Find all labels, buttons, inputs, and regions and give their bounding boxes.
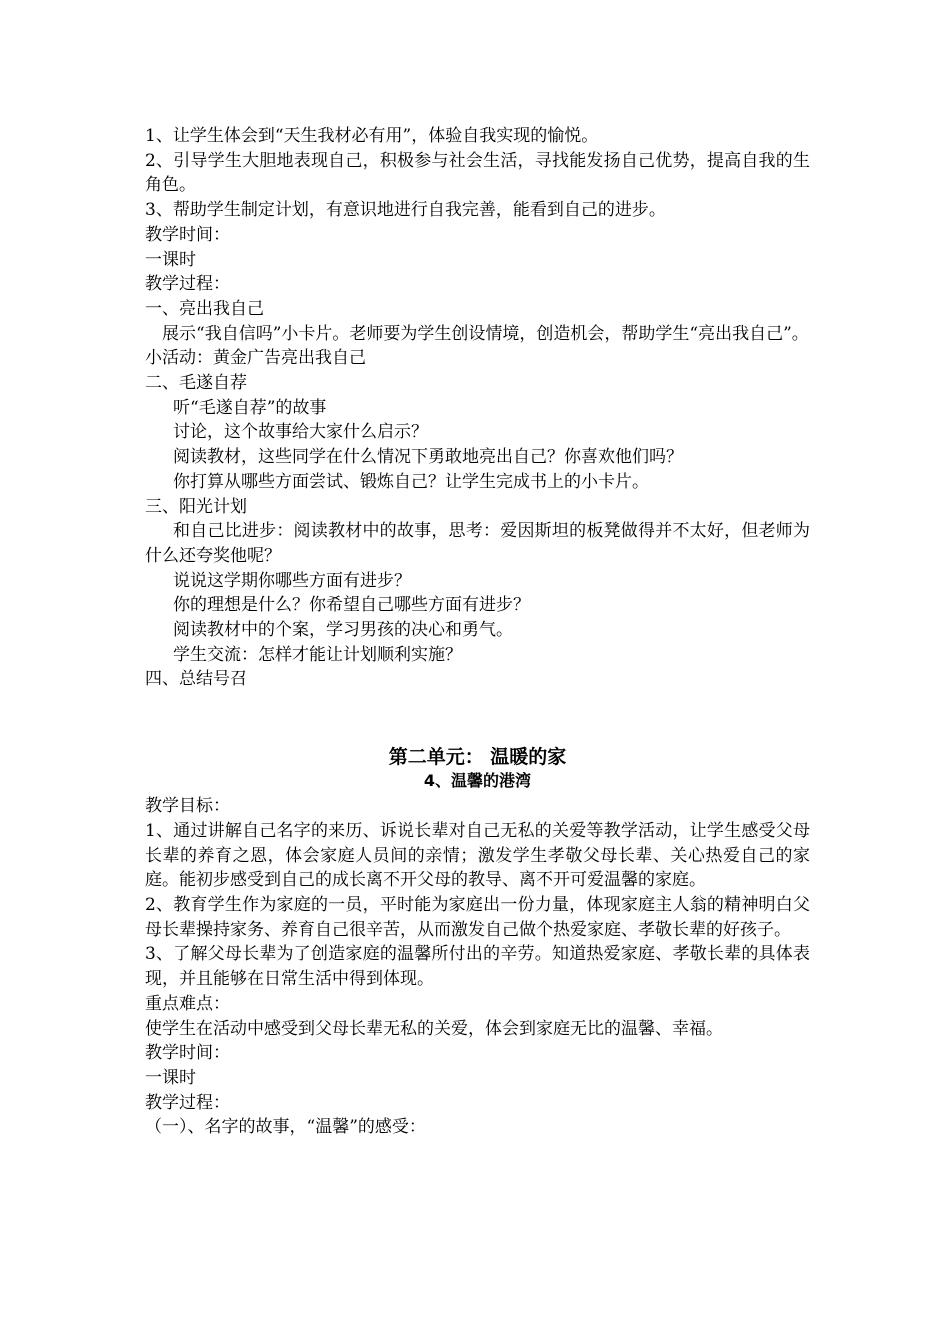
section-4-title: 四、总结号召 [145,669,247,690]
lesson-goal-1: 1、通过讲解自己名字的来历、诉说长辈对自己无私的关爱等教学活动，让学生感受父母长辈的养育之恩，体会家庭人员间的亲情；激发学生孝敬父母长辈、关心热爱自己的家庭。能初步感受到自己的成长离不开父母的教导、离不开可爱温馨的家庭。 [145,820,810,891]
section-spacer [145,692,810,744]
key-points-label: 重点难点： [145,993,230,1014]
section-2-item: 你打算从哪些方面尝试、锻炼自己？让学生完成书上的小卡片。 [173,471,649,492]
goal-1: 1、让学生体会到“天生我材必有用”，体验自我实现的愉悦。 [145,126,599,146]
section-2-item: 听“毛遂自荐”的故事 [173,397,327,418]
section-2-item: 阅读教材，这些同学在什么情况下勇敢地亮出自己？你喜欢他们吗？ [173,447,683,468]
goal-2: 2、引导学生大胆地表现自己，积极参与社会生活，寻找能发扬自己优势，提高自我的生角色。 [145,150,810,196]
teaching-time-label: 教学时间： [145,224,230,245]
section-1-title: 一、亮出我自己 [145,298,264,319]
lesson-goal-3: 3、了解父母长辈为了创造家庭的温馨所付出的辛劳。知道热爱家庭、孝敬长辈的具体表现，并且能够在日常生活中得到体现。 [145,944,810,990]
section-3-item: 阅读教材中的个案，学习男孩的决心和勇气。 [173,620,513,641]
section-3-item [145,519,810,568]
key-points-text: 使学生在活动中感受到父母长辈无私的关爱，体会到家庭无比的温馨、幸福。 [145,1018,723,1039]
teaching-goals-label: 教学目标： [145,796,230,817]
teaching-process-label: 教学过程： [145,274,230,295]
unit-title: 第二单元： 温暖的家 [388,746,567,769]
section-3-item: 说说这学期你哪些方面有进步？ [173,570,411,591]
section-2-title: 二、毛遂自荐 [145,373,247,394]
section-3-item: 你的理想是什么？你希望自己哪些方面有进步？ [173,595,530,616]
section-2-item: 讨论，这个故事给大家什么启示？ [173,422,428,443]
section-3-item: 学生交流：怎样才能让计划顺利实施？ [173,644,462,665]
lesson-title: 4、温馨的港湾 [423,771,532,791]
section-3-title: 三、阳光计划 [145,496,247,517]
section-1-activity: 小活动：黄金广告亮出我自己 [145,348,366,369]
lesson-time-value: 一课时 [145,1067,196,1088]
lesson-process-label: 教学过程： [145,1092,230,1113]
teaching-time-value: 一课时 [145,249,196,270]
lesson-step-1: （一）、名字的故事，“温馨”的感受： [145,1117,426,1138]
lesson-goal-2: 2、教育学生作为家庭的一员，平时能为家庭出一份力量，体现家庭主人翁的精神明白父母长辈操持家务、养育自己很辛苦，从而激发自己做个热爱家庭、孝敬长辈的好孩子。 [145,894,810,940]
section-3-item-text: 和自己比进步：阅读教材中的故事，思考：爱因斯坦的板凳做得并不太好，但老师为什么还夸奖他呢？ [145,521,810,566]
section-1-text: 展示“我自信吗”小卡片。老师要为学生创设情境，创造机会，帮助学生“亮出我自己”。 [162,323,809,344]
lesson-time-label: 教学时间： [145,1043,230,1064]
document-page [145,124,810,1140]
goal-3: 3、帮助学生制定计划，有意识地进行自我完善，能看到自己的进步。 [145,200,666,221]
